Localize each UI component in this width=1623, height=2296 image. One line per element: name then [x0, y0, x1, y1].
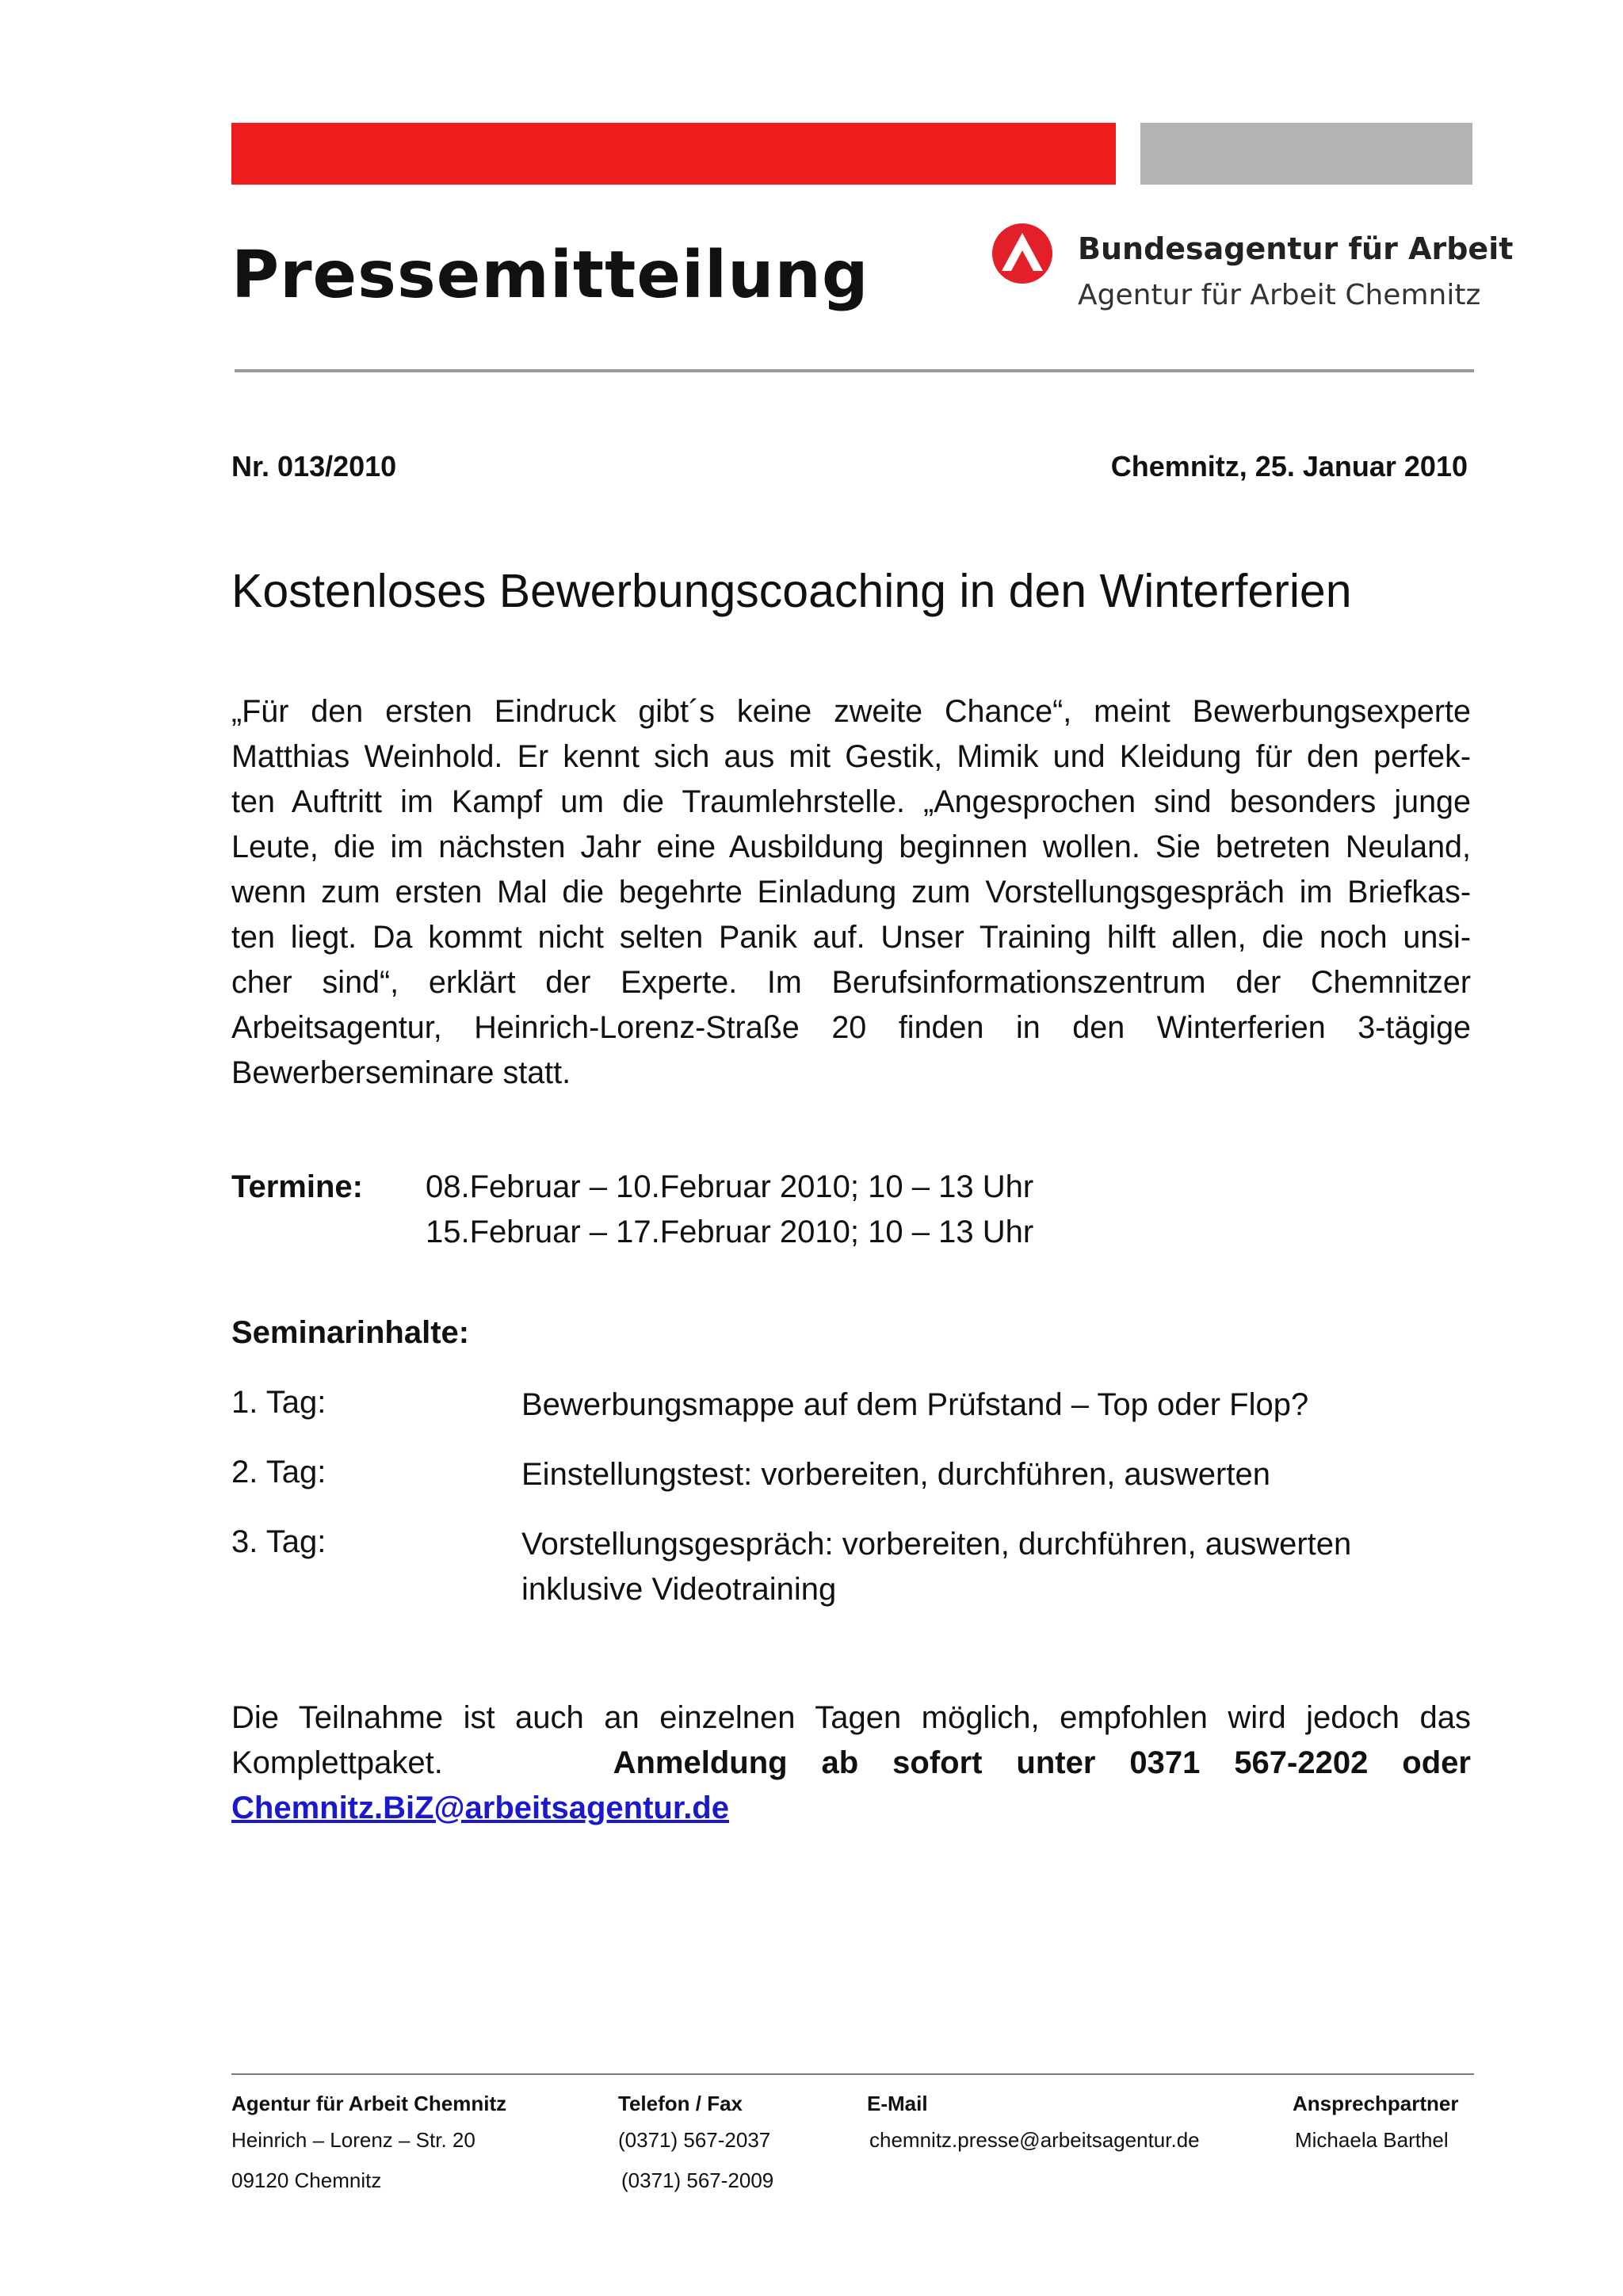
seminar-day-label: 3. Tag: [231, 1524, 327, 1559]
body-line: Bewerberseminare statt. [231, 1055, 571, 1090]
body-line: ten liegt. Da kommt nicht selten Panik auf. Unser Training hilft allen, die noch unsi- [231, 920, 1471, 955]
logo-text-primary: Bundesagentur für Arbeit [1078, 231, 1514, 266]
agency-logo-icon [991, 222, 1054, 285]
body-line: wenn zum ersten Mal die begehrte Einladung zum Vorstellungsgespräch im Briefkas- [231, 875, 1471, 910]
termine-label: Termine: [231, 1169, 363, 1204]
footer-phone-heading: Telefon / Fax [618, 2092, 743, 2115]
seminar-day-label: 2. Tag: [231, 1455, 327, 1489]
body-line: cher sind“, erklärt der Experte. Im Berufsinformationszentrum der Chemnitzer [231, 965, 1471, 1000]
footer-divider [231, 2073, 1474, 2075]
seminar-day-text [521, 1522, 1351, 1612]
header-red-bar [231, 123, 1116, 185]
press-number: Nr. 013/2010 [231, 450, 397, 482]
footer-phone: (0371) 567-2037 [618, 2128, 771, 2152]
closing-paragraph [231, 1695, 1471, 1831]
header-grey-bar [1140, 123, 1472, 185]
footer-agency-heading: Agentur für Arbeit Chemnitz [231, 2092, 507, 2115]
body-line: Arbeitsagentur, Heinrich-Lorenz-Straße 20 finden in den Winterferien 3-tägige [231, 1010, 1471, 1045]
footer-email-heading: E-Mail [867, 2092, 928, 2115]
footer-contact-heading: Ansprechpartner [1293, 2092, 1459, 2115]
seminar-day-label: 1. Tag: [231, 1385, 327, 1420]
document-title: Pressemitteilung [231, 238, 869, 313]
footer-fax: (0371) 567-2009 [621, 2168, 774, 2192]
seminar-day-text: Einstellungstest: vorbereiten, durchführen, auswerten [521, 1457, 1270, 1492]
seminar-heading: Seminarinhalte: [231, 1315, 470, 1350]
body-paragraph [231, 689, 1471, 1096]
closing-text: Komplettpaket. [231, 1745, 443, 1780]
seminar-day-text-line: inklusive Videotraining [521, 1572, 837, 1607]
body-line: Matthias Weinhold. Er kennt sich aus mit Gestik, Mimik und Kleidung für den perfek- [231, 739, 1471, 774]
body-line: ten Auftritt im Kampf um die Traumlehrstelle. „Angesprochen sind besonders junge [231, 784, 1471, 819]
closing-line [231, 1741, 1471, 1786]
seminar-day-text-line: Vorstellungsgespräch: vorbereiten, durchführen, auswerten [521, 1527, 1352, 1562]
termine-date: 08.Februar – 10.Februar 2010; 10 – 13 Uhr [426, 1169, 1034, 1204]
closing-line: Die Teilnahme ist auch an einzelnen Tagen möglich, empfohlen wird jedoch das [231, 1700, 1471, 1735]
body-line: „Für den ersten Eindruck gibt´s keine zweite Chance“, meint Bewerbungsexperte [231, 694, 1471, 729]
registration-text: Anmeldung ab sofort unter 0371 567-2202 oder [613, 1745, 1471, 1780]
footer-address-city: 09120 Chemnitz [231, 2168, 382, 2192]
logo-text-secondary: Agentur für Arbeit Chemnitz [1078, 279, 1481, 311]
agency-logo [991, 222, 1514, 325]
footer-address-street: Heinrich – Lorenz – Str. 20 [231, 2128, 475, 2152]
registration-email-link[interactable]: Chemnitz.BiZ@arbeitsagentur.de [231, 1791, 729, 1825]
place-date: Chemnitz, 25. Januar 2010 [1110, 450, 1468, 482]
footer-contact-name: Michaela Barthel [1295, 2128, 1449, 2152]
termine-date: 15.Februar – 17.Februar 2010; 10 – 13 Uhr [426, 1215, 1034, 1249]
seminar-day-text: Bewerbungsmappe auf dem Prüfstand – Top oder Flop? [521, 1387, 1309, 1422]
body-line: Leute, die im nächsten Jahr eine Ausbildung beginnen wollen. Sie betreten Neuland, [231, 830, 1471, 864]
footer-email[interactable]: chemnitz.presse@arbeitsagentur.de [869, 2128, 1200, 2152]
header-divider [235, 369, 1474, 372]
headline: Kostenloses Bewerbungscoaching in den Winterferien [231, 565, 1352, 617]
